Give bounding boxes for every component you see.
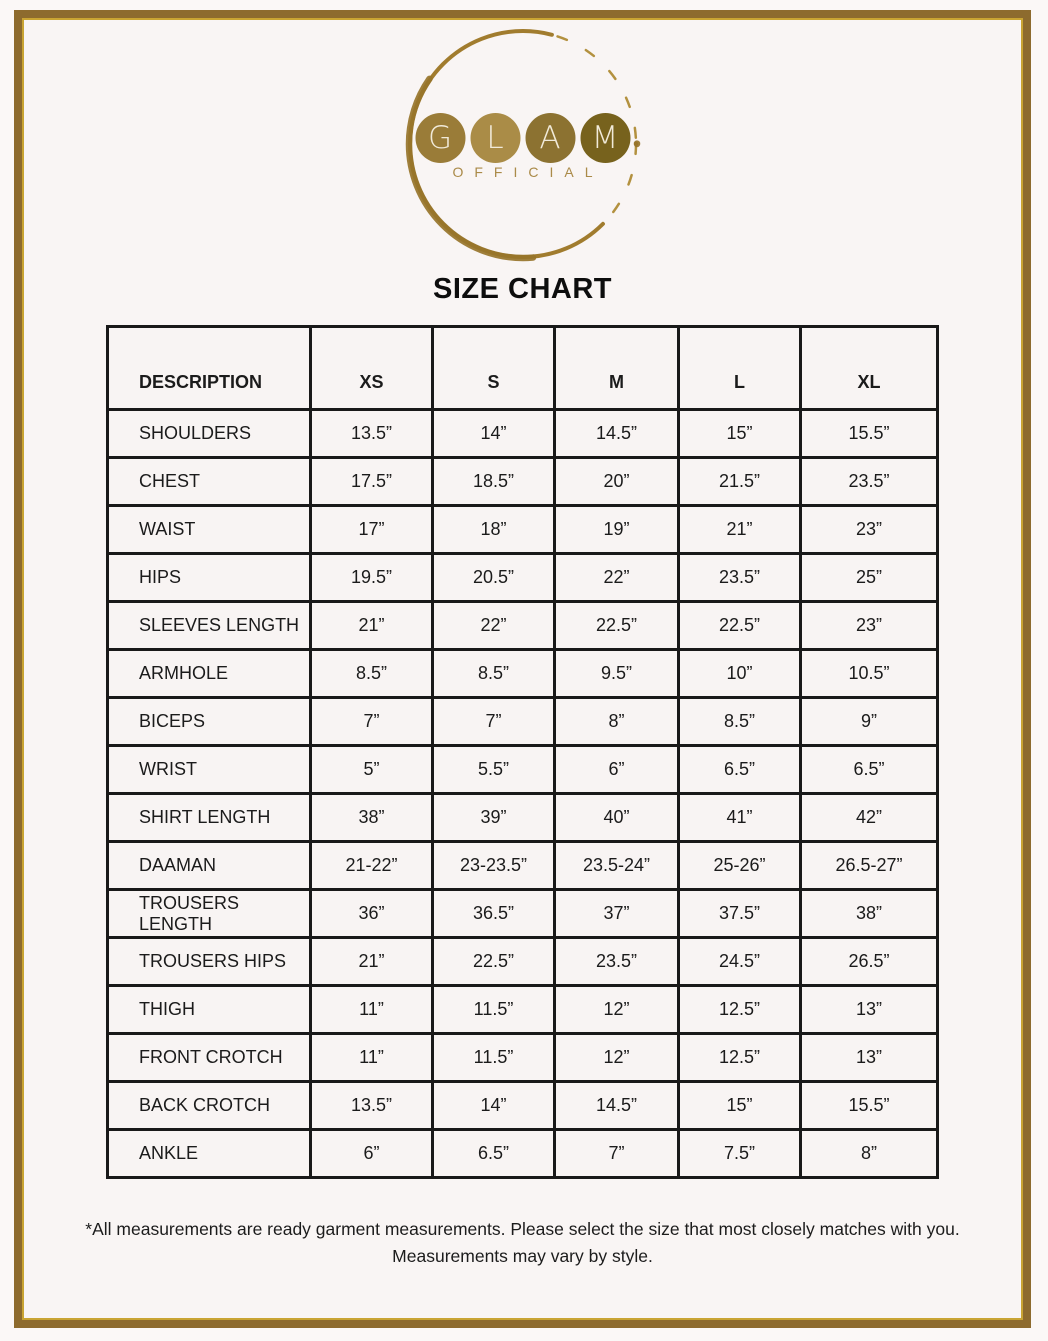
row-label: HIPS — [108, 554, 311, 602]
size-value-cell: 20” — [555, 458, 679, 506]
size-value-cell: 37.5” — [679, 890, 801, 938]
size-value-cell: 8.5” — [311, 650, 433, 698]
row-label: TROUSERS HIPS — [108, 938, 311, 986]
size-value-cell: 40” — [555, 794, 679, 842]
row-label: DAAMAN — [108, 842, 311, 890]
gold-frame — [14, 10, 1031, 1328]
size-value-cell: 24.5” — [679, 938, 801, 986]
brand-letter-circle-m: M — [580, 113, 630, 163]
size-value-cell: 37” — [555, 890, 679, 938]
table-row — [108, 458, 938, 506]
size-value-cell: 10” — [679, 650, 801, 698]
row-label: WAIST — [108, 506, 311, 554]
size-value-cell: 6” — [311, 1130, 433, 1178]
size-value-cell: 10.5” — [801, 650, 938, 698]
column-header-m: M — [555, 327, 679, 410]
size-value-cell: 23.5” — [555, 938, 679, 986]
page-content — [22, 18, 1023, 1320]
table-row — [108, 890, 938, 938]
size-value-cell: 6.5” — [801, 746, 938, 794]
brand-letter-circle-l: L — [470, 113, 520, 163]
brand-subtitle: OFFICIAL — [452, 164, 604, 180]
brand-letter-circle-g: G — [415, 113, 465, 163]
row-label: SLEEVES LENGTH — [108, 602, 311, 650]
size-value-cell: 25” — [801, 554, 938, 602]
size-value-cell: 18” — [433, 506, 555, 554]
size-value-cell: 9” — [801, 698, 938, 746]
table-row — [108, 794, 938, 842]
size-value-cell: 19.5” — [311, 554, 433, 602]
size-value-cell: 23” — [801, 506, 938, 554]
row-label: FRONT CROTCH — [108, 1034, 311, 1082]
size-value-cell: 39” — [433, 794, 555, 842]
size-value-cell: 14.5” — [555, 410, 679, 458]
table-header — [108, 327, 938, 410]
size-value-cell: 11.5” — [433, 986, 555, 1034]
size-value-cell: 15.5” — [801, 410, 938, 458]
size-value-cell: 15” — [679, 410, 801, 458]
size-value-cell: 5.5” — [433, 746, 555, 794]
size-value-cell: 21” — [679, 506, 801, 554]
size-chart-table — [106, 325, 939, 1179]
size-value-cell: 11.5” — [433, 1034, 555, 1082]
size-value-cell: 25-26” — [679, 842, 801, 890]
size-value-cell: 6.5” — [679, 746, 801, 794]
size-value-cell: 22” — [433, 602, 555, 650]
footer-line-1: *All measurements are ready garment measurements. Please select the size that most closely matches with you. — [85, 1219, 960, 1239]
size-value-cell: 41” — [679, 794, 801, 842]
footer-note — [22, 1216, 1023, 1270]
column-header-l: L — [679, 327, 801, 410]
table-row — [108, 1130, 938, 1178]
size-value-cell: 42” — [801, 794, 938, 842]
size-value-cell: 13.5” — [311, 410, 433, 458]
row-label: THIGH — [108, 986, 311, 1034]
row-label: CHEST — [108, 458, 311, 506]
row-label: ARMHOLE — [108, 650, 311, 698]
size-value-cell: 13” — [801, 986, 938, 1034]
page-title: SIZE CHART — [433, 273, 612, 305]
size-value-cell: 8.5” — [679, 698, 801, 746]
table-row — [108, 410, 938, 458]
size-value-cell: 36” — [311, 890, 433, 938]
row-label: SHIRT LENGTH — [108, 794, 311, 842]
size-value-cell: 38” — [801, 890, 938, 938]
size-value-cell: 8” — [555, 698, 679, 746]
size-value-cell: 15.5” — [801, 1082, 938, 1130]
size-value-cell: 15” — [679, 1082, 801, 1130]
size-value-cell: 22.5” — [555, 602, 679, 650]
table-row — [108, 1082, 938, 1130]
table-row — [108, 602, 938, 650]
size-value-cell: 8” — [801, 1130, 938, 1178]
size-value-cell: 12” — [555, 986, 679, 1034]
brand-logo — [403, 24, 643, 264]
size-value-cell: 12” — [555, 1034, 679, 1082]
row-label: ANKLE — [108, 1130, 311, 1178]
size-value-cell: 6.5” — [433, 1130, 555, 1178]
size-value-cell: 8.5” — [433, 650, 555, 698]
table-row — [108, 938, 938, 986]
size-value-cell: 11” — [311, 1034, 433, 1082]
size-value-cell: 23-23.5” — [433, 842, 555, 890]
table-header-row — [108, 327, 938, 410]
table-row — [108, 986, 938, 1034]
size-value-cell: 23” — [801, 602, 938, 650]
table-row — [108, 698, 938, 746]
size-value-cell: 23.5-24” — [555, 842, 679, 890]
table-row — [108, 554, 938, 602]
column-header-xl: XL — [801, 327, 938, 410]
row-label: WRIST — [108, 746, 311, 794]
size-value-cell: 22.5” — [433, 938, 555, 986]
column-header-s: S — [433, 327, 555, 410]
size-value-cell: 14.5” — [555, 1082, 679, 1130]
size-value-cell: 7” — [311, 698, 433, 746]
size-value-cell: 14” — [433, 1082, 555, 1130]
size-value-cell: 19” — [555, 506, 679, 554]
size-value-cell: 14” — [433, 410, 555, 458]
size-value-cell: 21” — [311, 938, 433, 986]
size-value-cell: 21” — [311, 602, 433, 650]
row-label: SHOULDERS — [108, 410, 311, 458]
size-value-cell: 23.5” — [679, 554, 801, 602]
table-body — [108, 410, 938, 1178]
footer-line-2: Measurements may vary by style. — [392, 1246, 653, 1266]
size-value-cell: 23.5” — [801, 458, 938, 506]
row-label: BACK CROTCH — [108, 1082, 311, 1130]
size-value-cell: 11” — [311, 986, 433, 1034]
size-value-cell: 9.5” — [555, 650, 679, 698]
brand-letter-circle-a: A — [525, 113, 575, 163]
size-value-cell: 13.5” — [311, 1082, 433, 1130]
size-value-cell: 21.5” — [679, 458, 801, 506]
row-label: TROUSERS LENGTH — [108, 890, 311, 938]
table-row — [108, 842, 938, 890]
column-header-description: DESCRIPTION — [108, 327, 311, 410]
size-value-cell: 26.5-27” — [801, 842, 938, 890]
size-value-cell: 7” — [433, 698, 555, 746]
size-value-cell: 18.5” — [433, 458, 555, 506]
size-value-cell: 17.5” — [311, 458, 433, 506]
table-row — [108, 746, 938, 794]
size-value-cell: 13” — [801, 1034, 938, 1082]
size-value-cell: 38” — [311, 794, 433, 842]
size-value-cell: 7.5” — [679, 1130, 801, 1178]
table-row — [108, 650, 938, 698]
size-value-cell: 17” — [311, 506, 433, 554]
column-header-xs: XS — [311, 327, 433, 410]
table-row — [108, 506, 938, 554]
size-value-cell: 21-22” — [311, 842, 433, 890]
row-label: BICEPS — [108, 698, 311, 746]
table-row — [108, 1034, 938, 1082]
size-value-cell: 12.5” — [679, 1034, 801, 1082]
size-value-cell: 20.5” — [433, 554, 555, 602]
brand-letter-circles — [415, 113, 630, 163]
size-value-cell: 7” — [555, 1130, 679, 1178]
size-value-cell: 26.5” — [801, 938, 938, 986]
size-value-cell: 5” — [311, 746, 433, 794]
size-value-cell: 22.5” — [679, 602, 801, 650]
size-value-cell: 12.5” — [679, 986, 801, 1034]
size-value-cell: 6” — [555, 746, 679, 794]
size-value-cell: 22” — [555, 554, 679, 602]
size-value-cell: 36.5” — [433, 890, 555, 938]
